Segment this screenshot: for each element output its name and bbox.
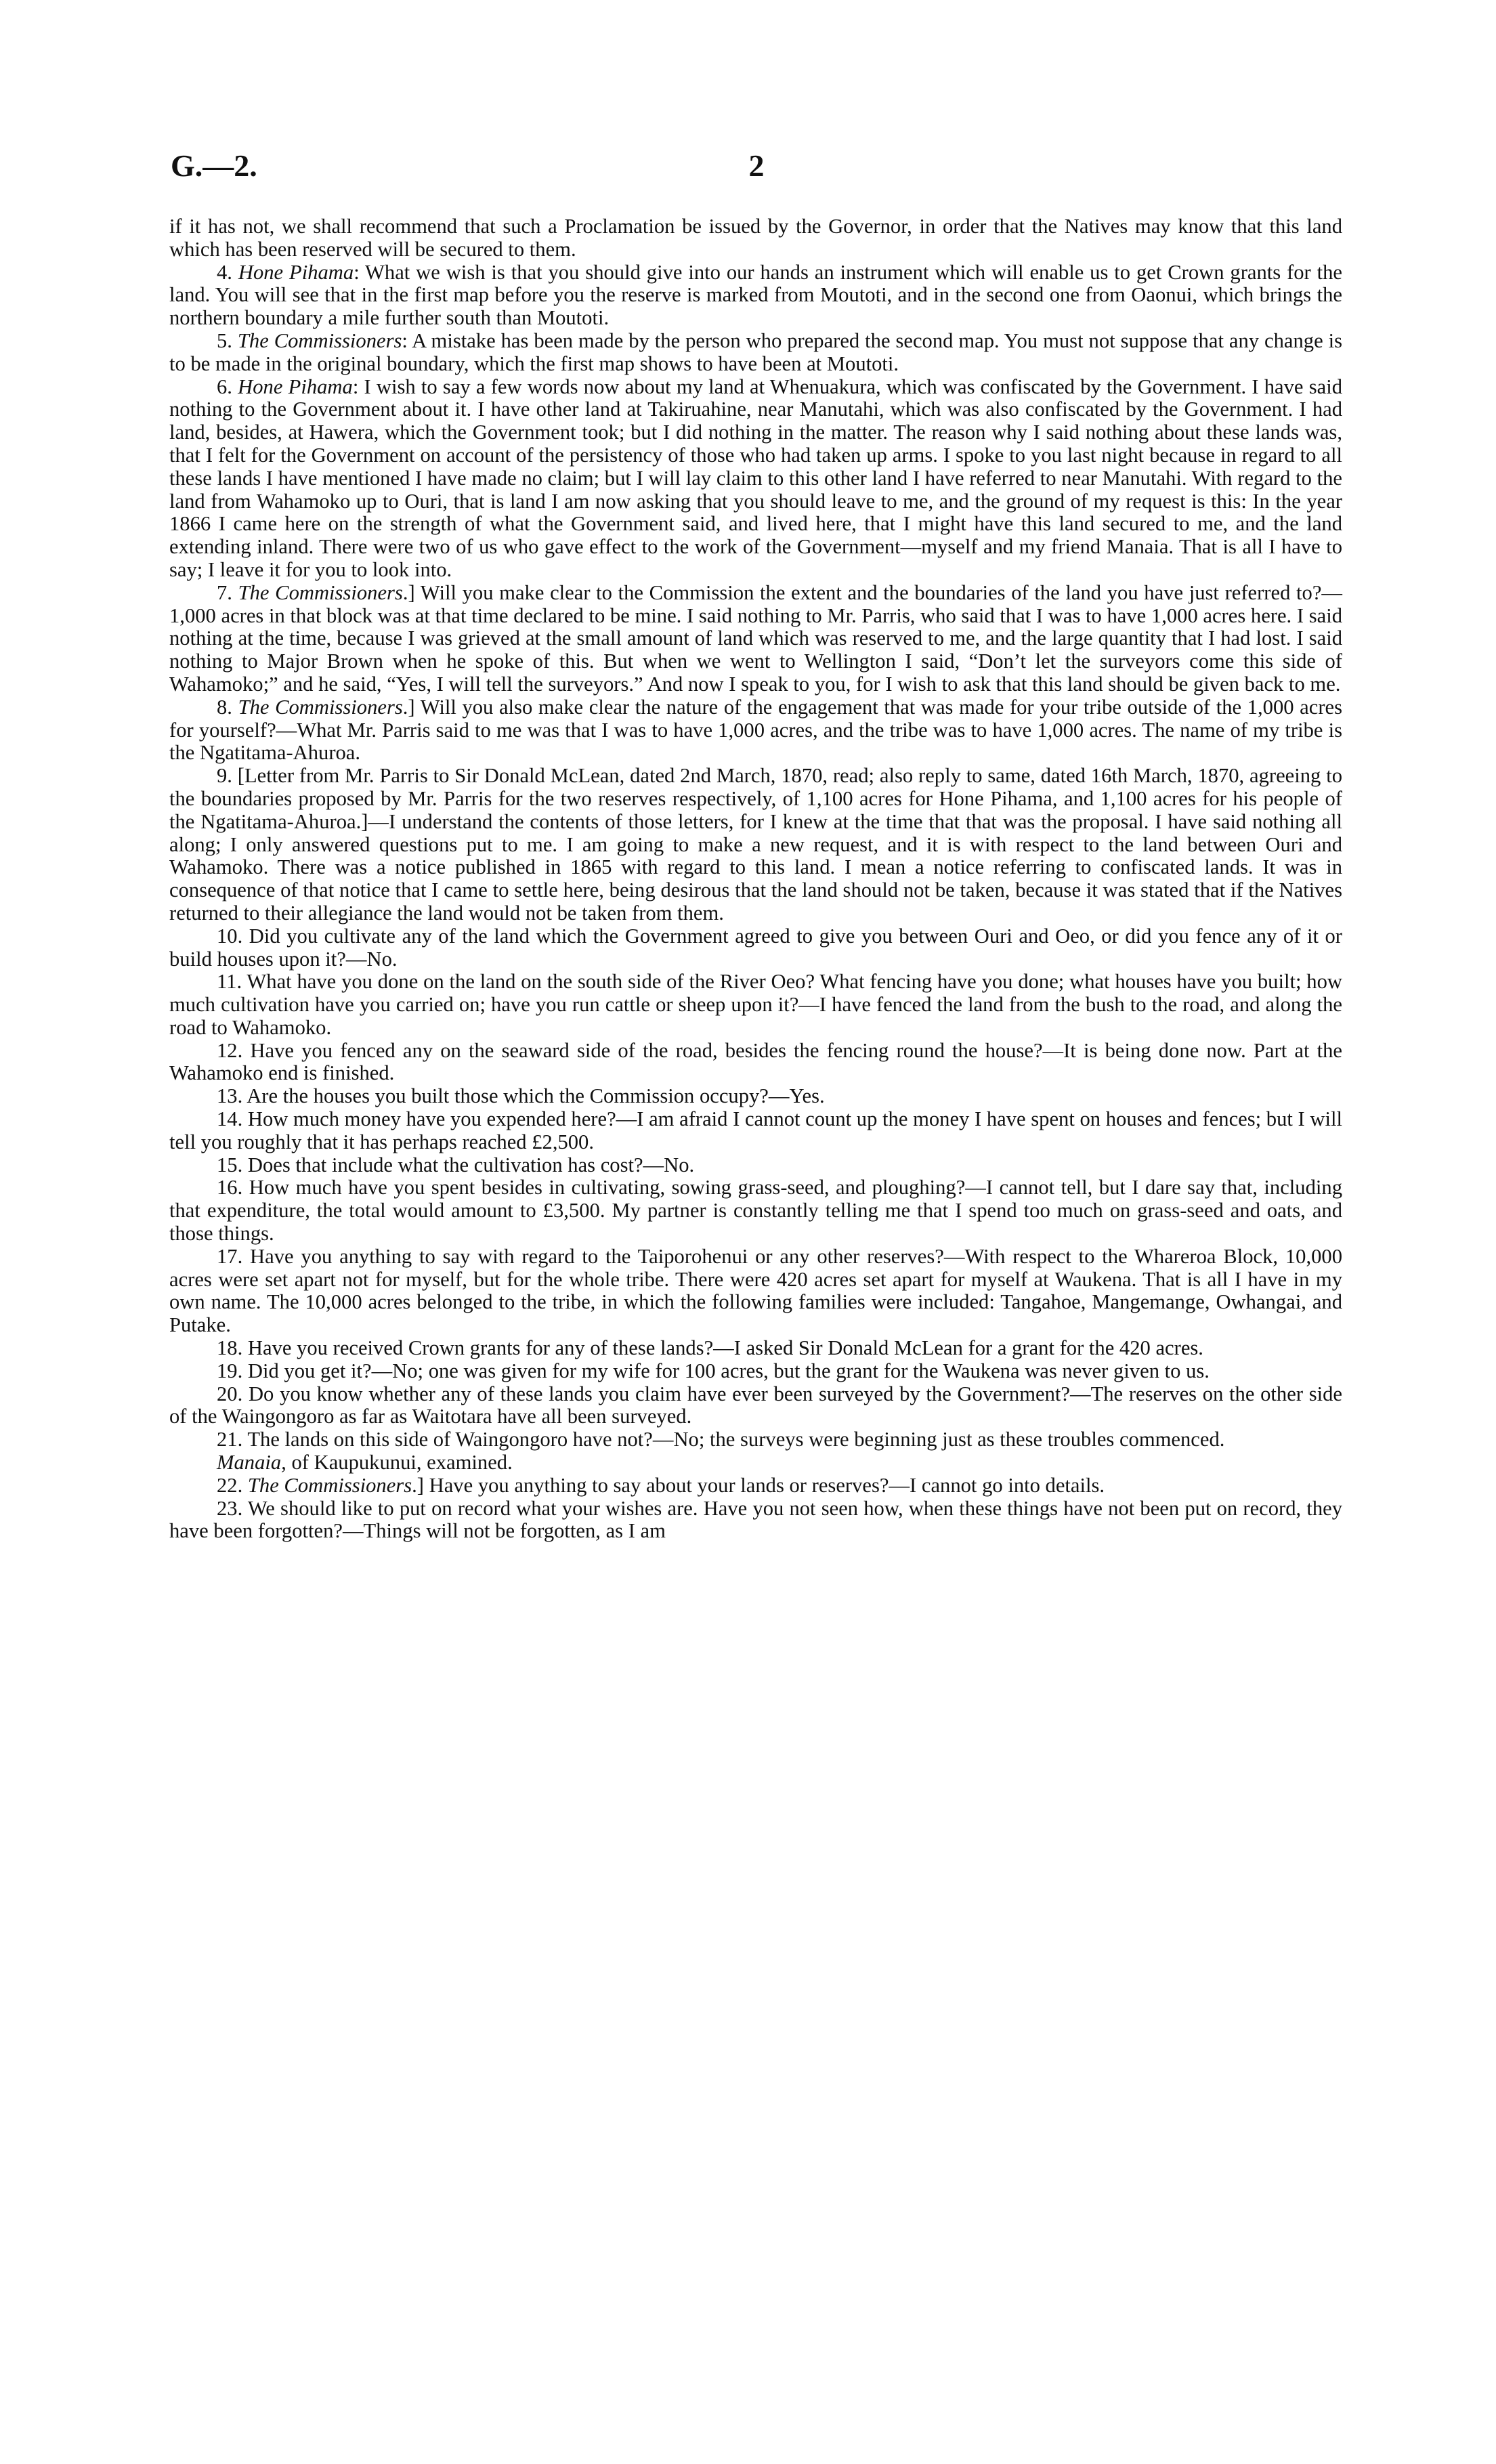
paragraph: 8. The Commissioners.] Will you also make clear the nature of the engagement that was made for your tribe outside of the 1,000 acres for yourself?—What Mr. Parris said to me was that I was to have 1,000 acres, and the tribe was to have 1,000 acres. The name of my tribe is the Ngatitama-Ahuroa. <box>169 695 1343 765</box>
paragraph-text: of Kaupukunui, examined. <box>286 1451 513 1474</box>
body-text <box>169 215 1342 1543</box>
question-number: 6. <box>217 375 238 398</box>
document-reference: G.—2. <box>171 148 257 183</box>
paragraph-text: 13. Are the houses you built those which the Commission occupy?—Yes. <box>217 1084 825 1108</box>
question-number: 5. <box>217 328 238 352</box>
paragraph <box>169 1383 1342 1429</box>
paragraph-text: 12. Have you fenced any on the seaward side of the road, besides the fencing round the house?—It is being done now. Part at the Wahamoko end is finished. <box>169 1038 1342 1085</box>
paragraph <box>169 1360 1342 1383</box>
speaker-name: The Commissioners <box>237 328 402 352</box>
speaker-name: Manaia, <box>217 1451 286 1474</box>
paragraph-text: 23. We should like to put on record what your wishes are. Have you not seen how, when these things have not been put on record, they have been forgotten?—Things will not be forgotten, as I am <box>169 1496 1342 1543</box>
paragraph <box>169 1085 1342 1108</box>
paragraph-text: 11. What have you done on the land on the south side of the River Oeo? What fencing have you done; what houses have you built; how much cultivation have you carried on; have you run cattle or sheep upon it?—I have fenced the land from the bush to the road, and along the road to Wahamoko. <box>169 970 1342 1039</box>
speaker-name: The Commissioners <box>238 580 403 604</box>
paragraph-text: 17. Have you anything to say with regard to the Taiporohenui or any other reserves?—With respect to the Whareroa Block, 10,000 acres were set apart not for myself, but for the whole tribe. There were 420 acres set apart for myself at Waukena. That is all I have in my own name. The 10,000 acres belonged to the tribe, in which the following families were included: Tangahoe, Mangemange, Owhangai, and Putake. <box>169 1244 1342 1337</box>
paragraph-text: 10. Did you cultivate any of the land which the Government agreed to give you between Ouri and Oeo, or did you fence any of it or build houses upon it?—No. <box>169 924 1342 971</box>
paragraph-text: if it has not, we shall recommend that such a Proclamation be issued by the Governor, in order that the Natives may know that this land which has been reserved will be secured to them. <box>169 215 1342 261</box>
paragraph-text: 9. [Letter from Mr. Parris to Sir Donald McLean, dated 2nd March, 1870, read; also reply to same, dated 16th March, 1870, agreeing to the boundaries proposed by Mr. Parris for the two reserves respectively, of 1,100 acres for Hone Pihama, and 1,100 acres for his people of the Ngatitama-Ahuroa.]—I understand the contents of those letters, for I knew at the time that that was the proposal. I have said nothing all along; I only answered questions put to me. I am going to make a new request, and it is with respect to the land between Ouri and Wahamoko. There was a notice published in 1865 with regard to this land. I mean a notice referring to confiscated lands. It was in consequence of that notice that I came to settle here, being desirous that the land should not be taken, because it was stated that if the Natives returned to their allegiance the land would not be taken from them. <box>169 764 1342 925</box>
paragraph <box>169 1108 1342 1154</box>
paragraph <box>169 925 1342 971</box>
page-header <box>171 148 1342 188</box>
paragraph-text: Have you anything to say about your lands or reserves?—I cannot go into details. <box>423 1473 1105 1497</box>
paragraph <box>169 1246 1342 1337</box>
paragraph: 22. The Commissioners.] Have you anything to say about your lands or reserves?—I cannot go into details. <box>217 1473 1105 1497</box>
paragraph <box>169 1154 1342 1177</box>
paragraph <box>169 1337 1342 1360</box>
paragraph-text: 16. How much have you spent besides in cultivating, sowing grass-seed, and ploughing?—I cannot tell, but I dare say that, including that expenditure, the total would amount to £3,500. My partner is constantly telling me that I spend too much on grass-seed and oats, and those things. <box>169 1176 1342 1246</box>
speaker-name: Hone Pihama <box>238 260 354 284</box>
paragraph <box>169 1428 1342 1451</box>
paragraph: 5. The Commissioners: A mistake has been made by the person who prepared the second map. You must not suppose that any change is to be made in the original boundary, which the first map shows to have been at Moutoti. <box>169 328 1342 375</box>
speaker-name: The Commissioners <box>247 1473 412 1497</box>
paragraph <box>169 765 1342 925</box>
question-number: 8. <box>217 695 238 719</box>
paragraph <box>169 1497 1342 1544</box>
paragraph <box>169 215 1342 261</box>
paragraph-text: What we wish is that you should give into our hands an instrument which will enable us to get Crown grants for the land. You will see that in the first map before you the reserve is marked from Moutoti, and in the second one from Oaonui, which brings the northern boundary a mile further south than Moutoti. <box>169 260 1343 330</box>
paragraph-text: 21. The lands on this side of Waingongoro have not?—No; the surveys were beginning just as these troubles commenced. <box>217 1428 1225 1451</box>
paragraph-text: I wish to say a few words now about my land at Whenuakura, which was confiscated by the Government. I have said nothing to the Government about it. I have other land at Takiruahine, near Manutahi, which was also confiscated by the Government. I had land, besides, at Hawera, which the Government took; but I did nothing in the matter. The reason why I said nothing about these lands was, that I felt for the Government on account of the persistency of those who had taken up arms. I spoke to you last night because in regard to all these lands I have mentioned I have made no claim; but I will lay claim to this other land I have referred to near Manutahi. With regard to the land from Wahamoko up to Ouri, that is land I am now asking that you should leave to me, and the ground of my request is this: In the year 1866 I came here on the strength of what the Government said, and lived here, that I might have this land secured to me, and the land extending inland. There were two of us who gave effect to the work of the Government—myself and my friend Manaia. That is all I have to say; I leave it for you to look into. <box>169 375 1342 581</box>
question-number: 22. <box>217 1473 248 1497</box>
paragraph <box>169 1451 1342 1474</box>
paragraph-text: Will you also make clear the nature of the engagement that was made for your tribe outside of the 1,000 acres for yourself?—What Mr. Parris said to me was that I was to have 1,000 acres, and the tribe was to have 1,000 acres. The name of my tribe is the Ngatitama-Ahuroa. <box>169 695 1343 765</box>
paragraph-text: 19. Did you get it?—No; one was given for my wife for 100 acres, but the grant for the Waukena was never given to us. <box>217 1359 1210 1382</box>
paragraph-text: 14. How much money have you expended here?—I am afraid I cannot count up the money I have spent on houses and fences; but I will tell you roughly that it has perhaps reached £2,500. <box>169 1107 1342 1153</box>
paragraph-text: 18. Have you received Crown grants for any of these lands?—I asked Sir Donald McLean for a grant for the 420 acres. <box>217 1336 1203 1360</box>
page-number: 2 <box>748 148 765 183</box>
paragraph: 6. Hone Pihama: I wish to say a few words now about my land at Whenuakura, which was confiscated by the Government. I have said nothing to the Government about it. I have other land at Takiruahine, near Manutahi, which was also confiscated by the Government. I had land, besides, at Hawera, which the Government took; but I did nothing in the matter. The reason why I said nothing about these lands was, that I felt for the Government on account of the persistency of those who had taken up arms. I spoke to you last night because in regard to all these lands I have mentioned I have made no claim; but I will lay claim to this other land I have referred to near Manutahi. With regard to the land from Wahamoko up to Ouri, that is land I am now asking that you should leave to me, and the ground of my request is this: In the year 1866 I came here on the strength of what the Government said, and lived here, that I might have this land secured to me, and the land extending inland. There were two of us who gave effect to the work of the Government—myself and my friend Manaia. That is all I have to say; I leave it for you to look into. <box>169 375 1342 581</box>
paragraph <box>169 971 1342 1039</box>
question-number: 4. <box>217 260 238 284</box>
paragraph-text: Will you make clear to the Commission the extent and the boundaries of the land you have just referred to?—1,000 acres in that block was at that time declared to be mine. I said nothing to Mr. Parris, who said that I was to have 1,000 acres here. I said nothing at the time, because I was grieved at the small amount of land which was reserved to me, and the large quantity that I had lost. I said nothing to Major Brown when he spoke of this. But when we went to Wellington I said, “Don’t let the surveyors come this side of Wahamoko;” and he said, “Yes, I will tell the surveyors.” And now I speak to you, for I wish to ask that this land should be given back to me. <box>169 580 1342 696</box>
paragraph-text: 15. Does that include what the cultivation has cost?—No. <box>217 1153 695 1176</box>
speaker-name: Hone Pihama <box>238 375 353 398</box>
question-number: 7. <box>217 580 238 604</box>
paragraph: 4. Hone Pihama: What we wish is that you should give into our hands an instrument which will enable us to get Crown grants for the land. You will see that in the first map before you the reserve is marked from Moutoti, and in the second one from Oaonui, which brings the northern boundary a mile further south than Moutoti. <box>169 260 1343 330</box>
paragraph: 7. The Commissioners.] Will you make clear to the Commission the extent and the boundaries of the land you have just referred to?—1,000 acres in that block was at that time declared to be mine. I said nothing to Mr. Parris, who said that I was to have 1,000 acres here. I said nothing at the time, because I was grieved at the small amount of land which was reserved to me, and the large quantity that I had lost. I said nothing to Major Brown when he spoke of this. But when we went to Wellington I said, “Don’t let the surveyors come this side of Wahamoko;” and he said, “Yes, I will tell the surveyors.” And now I speak to you, for I wish to ask that this land should be given back to me. <box>169 580 1342 696</box>
paragraph-text: A mistake has been made by the person who prepared the second map. You must not suppose that any change is to be made in the original boundary, which the first map shows to have been at Moutoti. <box>169 328 1342 375</box>
paragraph <box>169 1176 1342 1245</box>
paragraph <box>169 1040 1342 1086</box>
paragraph-text: 20. Do you know whether any of these lands you claim have ever been surveyed by the Government?—The reserves on the other side of the Waingongoro as far as Waitotara have all been surveyed. <box>169 1382 1342 1428</box>
speaker-name: The Commissioners <box>238 695 403 719</box>
